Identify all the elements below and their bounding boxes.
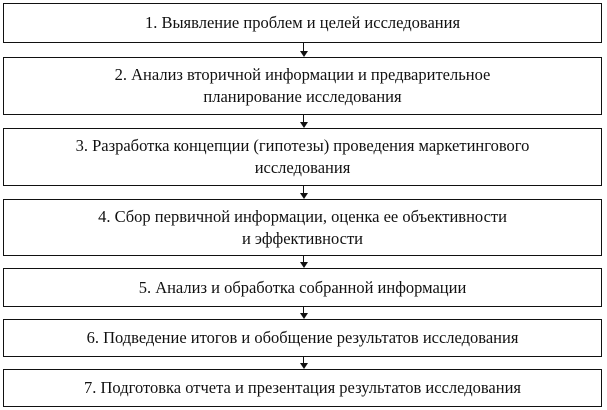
step-label-4: 4. Сбор первичной информации, оценка ее объективности и эффективности — [98, 206, 507, 248]
step-label-7: 7. Подготовка отчета и презентация результатов исследования — [84, 378, 521, 397]
step-box-1 — [3, 3, 602, 43]
arrow-line — [303, 43, 305, 51]
step-box-7 — [3, 369, 602, 407]
step-label-5: 5. Анализ и обработка собранной информации — [138, 277, 467, 297]
step-box-4 — [3, 199, 602, 256]
step-box-3 — [3, 128, 602, 186]
arrow-line — [303, 115, 305, 122]
step-label-3: 3. Разработка концепции (гипотезы) проведения маркетингового исследования — [75, 136, 530, 177]
step-label-1: 1. Выявление проблем и целей исследования — [144, 13, 461, 32]
step-box-5 — [3, 268, 602, 307]
step-label-2: 2. Анализ вторичной информации и предварительное планирование исследования — [114, 65, 491, 106]
step-label-6: 6. Подведение итогов и обобщение результатов исследования — [86, 328, 519, 347]
step-box-2 — [3, 57, 602, 115]
step-box-6 — [3, 319, 602, 357]
arrow-line — [303, 186, 305, 193]
